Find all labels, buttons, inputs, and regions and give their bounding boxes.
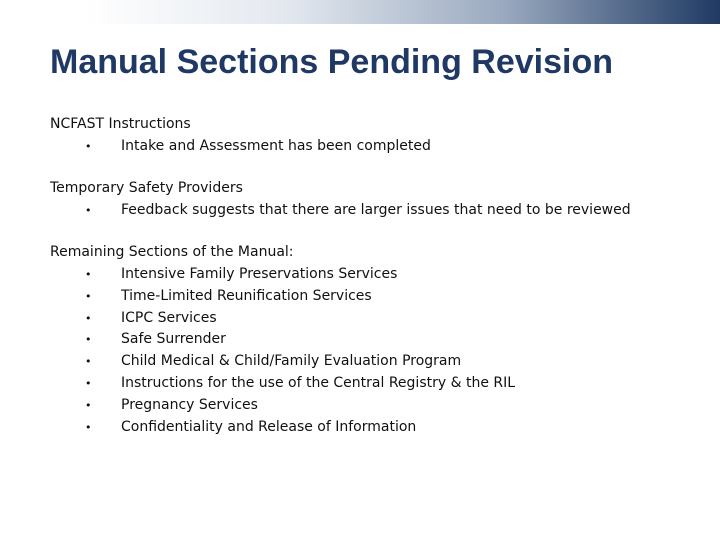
list-item xyxy=(50,200,690,222)
bullet-list xyxy=(50,136,690,158)
bullet-dot-icon: • xyxy=(85,420,92,434)
section-ncfast-instructions xyxy=(50,114,690,158)
bullet-dot-icon: • xyxy=(85,139,92,153)
section-remaining-sections xyxy=(50,242,690,438)
list-item-text: Intake and Assessment has been completed xyxy=(121,137,431,154)
list-item xyxy=(50,373,690,395)
bullet-dot-icon: • xyxy=(85,398,92,412)
bullet-list xyxy=(50,200,690,222)
bullet-dot-icon: • xyxy=(85,203,92,217)
list-item xyxy=(50,329,690,351)
list-item xyxy=(50,417,690,439)
section-heading: Temporary Safety Providers xyxy=(50,180,243,197)
list-item-text: Intensive Family Preservations Services xyxy=(121,265,398,282)
list-item xyxy=(50,308,690,330)
list-item xyxy=(50,136,690,158)
bullet-dot-icon: • xyxy=(85,289,92,303)
list-item-text: Pregnancy Services xyxy=(121,396,258,413)
list-item-text: Safe Surrender xyxy=(121,331,226,348)
bullet-dot-icon: • xyxy=(85,267,92,281)
header-gradient-bar xyxy=(0,0,720,24)
section-heading: Remaining Sections of the Manual: xyxy=(50,244,294,261)
bullet-dot-icon: • xyxy=(85,355,92,369)
list-item xyxy=(50,264,690,286)
list-item-text: ICPC Services xyxy=(121,309,217,326)
list-item-text: Confidentiality and Release of Information xyxy=(121,418,417,435)
bullet-list xyxy=(50,264,690,438)
list-item xyxy=(50,395,690,417)
list-item-text: Instructions for the use of the Central Registry & the RIL xyxy=(121,374,516,391)
list-item xyxy=(50,286,690,308)
list-item-text: Child Medical & Child/Family Evaluation Program xyxy=(121,353,462,370)
bullet-dot-icon: • xyxy=(85,333,92,347)
slide-title: Manual Sections Pending Revision xyxy=(50,43,613,81)
list-item xyxy=(50,351,690,373)
slide-content xyxy=(50,114,690,459)
list-item-text: Feedback suggests that there are larger issues that need to be reviewed xyxy=(121,201,631,218)
bullet-dot-icon: • xyxy=(85,376,92,390)
bullet-dot-icon: • xyxy=(85,311,92,325)
list-item-text: Time-Limited Reunification Services xyxy=(121,287,372,304)
section-heading: NCFAST Instructions xyxy=(50,116,191,132)
section-temporary-safety-providers xyxy=(50,178,690,222)
